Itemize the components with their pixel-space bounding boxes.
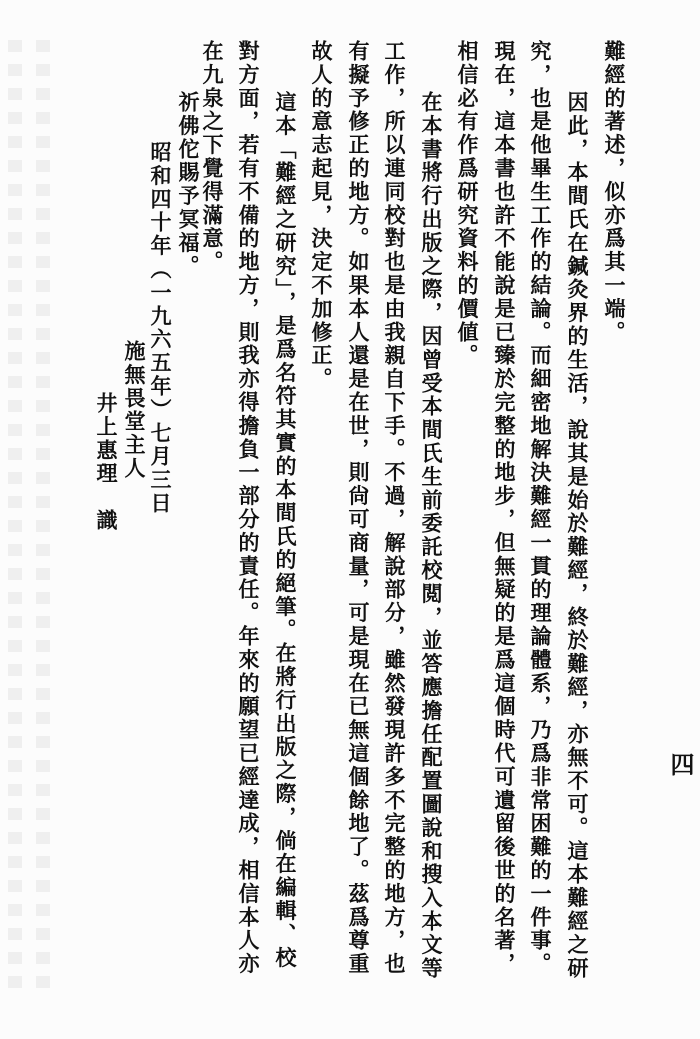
text-column: 究，也是他畢生工作的結論。而細密地解決難經一貫的理論體系，乃爲非常困難的一件事。 bbox=[528, 40, 553, 976]
text-column: 在本書將行出版之際，因曾受本間氏生前委託校閲，並答應擔任配置圖說和搜入本文等 bbox=[419, 91, 444, 981]
text-column: 現在，這本書也許不能說是已臻於完整的地步，但無疑的是爲這個時代可遺留後世的名著， bbox=[492, 40, 517, 976]
date-line: 昭和四十年（一九六五年）七月三日 bbox=[148, 141, 173, 516]
show-through-texture bbox=[36, 40, 50, 1000]
text-column: 在九泉之下覺得滿意。 bbox=[200, 40, 225, 274]
text-column: 相信必有作爲研究資料的價値。 bbox=[455, 40, 480, 368]
text-column: 工作，所以連同校對也是由我親自下手。不過，解說部分，雖然發現許多不完整的地方，也 bbox=[382, 40, 407, 976]
page-number: 四 bbox=[666, 752, 695, 776]
show-through-texture bbox=[8, 40, 22, 1000]
text-column: 這本「難經之研究」，是爲名符其實的本間氏的絕筆。在將行出版之際，倘在編輯、校 bbox=[273, 91, 298, 970]
text-column: 故人的意志起見，決定不加修正。 bbox=[309, 40, 334, 391]
author-title: 施無畏堂主人 bbox=[122, 340, 147, 481]
text-column: 因此，本間氏在鍼灸界的生活，說其是始於難經，終於難經，亦無不可。這本難經之研 bbox=[565, 91, 590, 981]
text-column: 有擬予修正的地方。如果本人還是在世，則尙可商量，可是現在已無這個餘地了。茲爲尊重 bbox=[346, 40, 371, 976]
author-signature: 井上惠理 識 bbox=[94, 392, 119, 533]
text-column: 對方面，若有不備的地方，則我亦得擔負一部分的責任。年來的願望已經達成，相信本人亦 bbox=[236, 40, 261, 976]
text-column: 難經的著述，似亦爲其一端。 bbox=[602, 40, 627, 345]
text-column: 祈佛佗賜予冥福。 bbox=[176, 91, 201, 279]
